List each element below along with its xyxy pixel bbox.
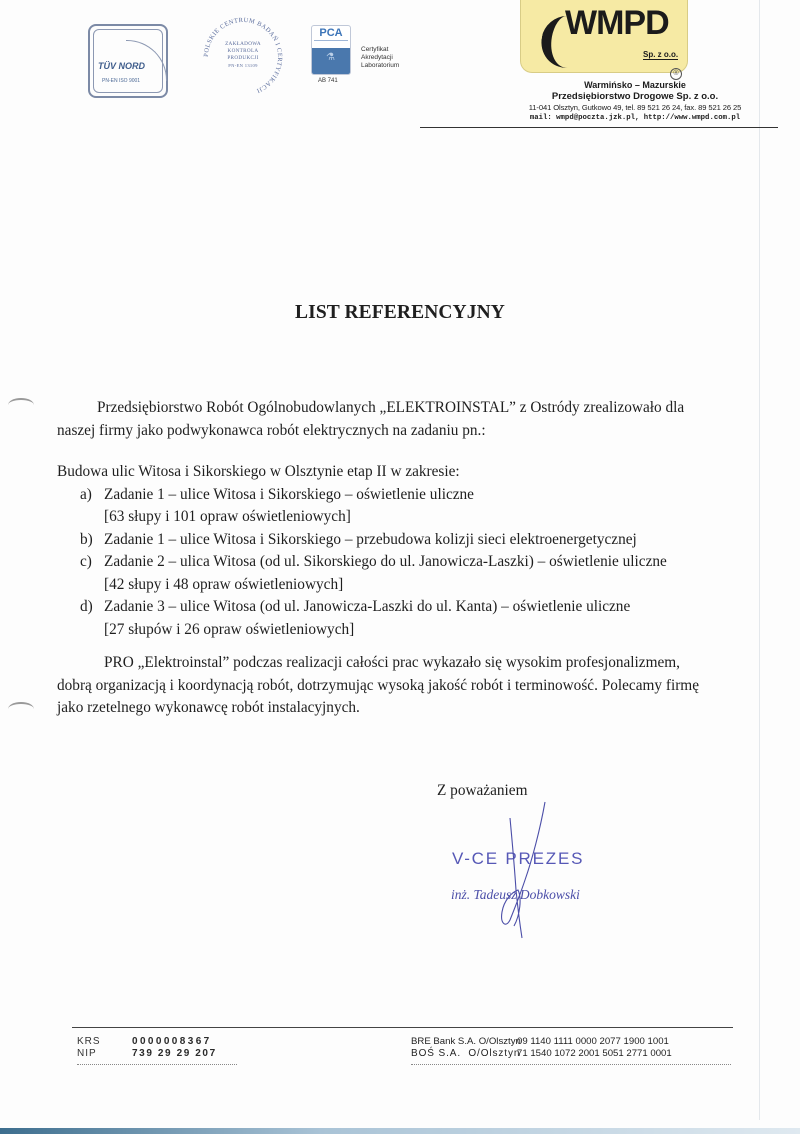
task-item	[57, 484, 747, 529]
registered-trademark-icon: ®	[670, 68, 682, 80]
tuv-logo-standard: PN-EN ISO 9001	[102, 78, 141, 84]
company-letterhead	[470, 80, 800, 123]
summary-line: jako rzetelnego wykonawcę robót instalacyjnych.	[57, 699, 360, 716]
registry-info	[77, 1036, 217, 1060]
registry-label: KRS	[77, 1036, 101, 1047]
summary-line: dobrą organizacją i koordynacją robót, dotrzymując wysoką jakość robót i terminowość. Polecamy firmę	[57, 676, 699, 694]
registry-row	[77, 1036, 217, 1048]
stamp-line: KONTROLA	[227, 48, 259, 54]
handwritten-signature	[470, 800, 580, 940]
task-marker: a)	[80, 485, 92, 503]
stamp-line: ZAKŁADOWA	[225, 41, 261, 47]
task-details: [27 słupów i 26 opraw oświetleniowych]	[104, 620, 355, 638]
punch-hole-mark	[8, 702, 34, 716]
pca-logo-brand: PCA	[319, 27, 343, 39]
stamp-line: PRODUKCJI	[227, 55, 259, 61]
tuv-nord-logo	[88, 24, 168, 98]
document-title: LIST REFERENCYJNY	[295, 302, 505, 323]
closing-salutation: Z poważaniem	[437, 782, 528, 799]
bank-row	[411, 1048, 672, 1060]
task-item	[57, 551, 747, 596]
signatory-name-stamp: inż. Tadeusz Dobkowski	[451, 887, 580, 902]
task-description: Zadanie 1 – ulice Witosa i Sikorskiego – oświetlenie uliczne	[104, 485, 474, 503]
task-description: Zadanie 3 – ulice Witosa (od ul. Janowicza-Laszki do ul. Kanta) – oświetlenie uliczne	[104, 598, 631, 615]
header-divider	[420, 127, 778, 128]
pca-caption-line: Laboratorium	[361, 62, 400, 69]
registry-label: NIP	[77, 1048, 97, 1059]
pca-logo-panel	[312, 48, 350, 74]
bank-account-number: 09 1140 1111 0000 2077 1900 1001	[517, 1036, 669, 1047]
scanner-edge	[0, 1128, 800, 1134]
punch-hole-mark	[8, 398, 34, 412]
task-marker: d)	[80, 598, 93, 615]
bank-account-number: 71 1540 1072 2001 5051 2771 0001	[517, 1048, 672, 1059]
bank-name: BOŚ S.A. O/Olsztyn	[411, 1048, 521, 1059]
stamp-line: PN-EN 13109	[228, 63, 258, 68]
lab-flask-icon: ⚗	[326, 52, 335, 63]
wmpd-logo-suffix: Sp. z o.o.	[643, 50, 679, 59]
pca-caption-line: Certyfikat	[361, 46, 389, 53]
pca-caption-line: Akredytacji	[361, 54, 393, 61]
task-marker: c)	[80, 553, 92, 570]
summary-line: PRO „Elektroinstal” podczas realizacji całości prac wykazało się wysokim profesjonalizmem,	[104, 654, 680, 671]
intro-line: Przedsiębiorstwo Robót Ogólnobudowlanych „ELEKTROINSTAL” z Ostródy zrealizowało dla	[97, 399, 685, 416]
signatory-title-stamp: V-CE PREZES	[452, 849, 585, 868]
task-list	[57, 484, 747, 642]
task-description: Zadanie 2 – ulica Witosa (od ul. Sikorskiego do ul. Janowicza-Laszki) – oświetlenie uliczne	[104, 553, 667, 570]
task-marker: b)	[80, 530, 93, 548]
scope-section	[57, 461, 747, 641]
intro-paragraph	[57, 397, 747, 442]
task-details: [63 słupy i 101 opraw oświetleniowych]	[104, 508, 351, 525]
wmpd-company-logo	[520, 0, 688, 73]
company-region: Warmińsko – Mazurskie	[584, 80, 686, 90]
pca-caption	[361, 46, 399, 70]
task-description: Zadanie 1 – ulice Witosa i Sikorskiego – przebudowa kolizji sieci elektroenergetycznej	[104, 530, 637, 548]
wmpd-logo-brand: WMPD	[565, 4, 669, 42]
pca-accreditation-logo	[311, 25, 351, 75]
stamp-center-text	[214, 41, 272, 69]
registry-value: 739 29 29 207	[132, 1048, 217, 1059]
task-item	[57, 529, 747, 552]
intro-line: naszej firmy jako podwykonawca robót elektrycznych na zadaniu pn.:	[57, 421, 486, 439]
bank-name: BRE Bank S.A. O/Olsztyn	[411, 1036, 521, 1047]
company-name: Przedsiębiorstwo Drogowe Sp. z o.o.	[551, 91, 719, 102]
truncated-footer-line	[411, 1064, 731, 1067]
pca-accreditation-number: AB 741	[318, 78, 338, 84]
summary-paragraph	[57, 652, 747, 720]
tuv-logo-brand: TÜV NORD	[98, 61, 145, 71]
footer-divider	[72, 1027, 733, 1028]
page-edge	[759, 0, 760, 1120]
pcbc-certification-stamp	[200, 14, 286, 100]
scope-heading: Budowa ulic Witosa i Sikorskiego w Olsztynie etap II w zakresie:	[57, 463, 460, 480]
company-contact: mail: wmpd@poczta.jzk.pl, http://www.wmpd.com.pl	[529, 114, 741, 122]
company-address: 11-041 Olsztyn, Gutkowo 49, tel. 89 521 26 24, fax. 89 521 26 25	[528, 103, 742, 112]
task-item	[57, 596, 747, 641]
truncated-footer-line	[77, 1064, 237, 1067]
bank-accounts	[411, 1036, 672, 1060]
bank-row	[411, 1036, 672, 1048]
registry-value: 0000008367	[132, 1036, 212, 1047]
task-details: [42 słupy i 48 opraw oświetleniowych]	[104, 575, 344, 593]
pca-logo-divider	[314, 40, 348, 47]
stamp-ring-text: POLSKIE CENTRUM BADAŃ I CERTYFIKACJI	[202, 16, 284, 95]
registry-row	[77, 1048, 217, 1060]
